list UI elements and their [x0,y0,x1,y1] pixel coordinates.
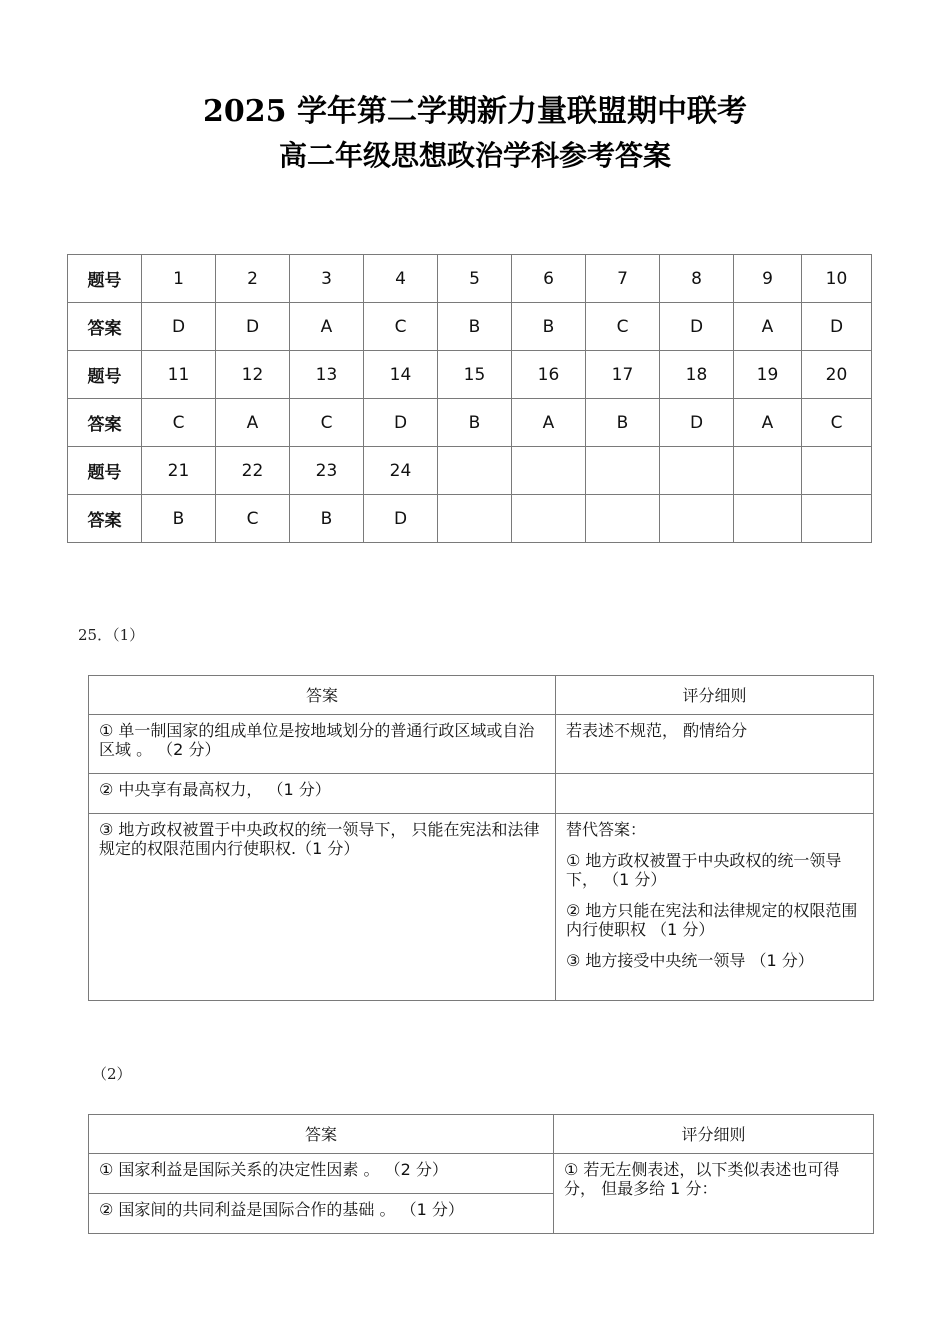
mc-cell [660,495,734,543]
mc-cell: 17 [586,351,660,399]
mc-cell: C [216,495,290,543]
mc-cell: 15 [438,351,512,399]
mc-cell: 4 [364,255,438,303]
question-25-part2-label: （2） [92,1065,132,1083]
mc-cell [586,495,660,543]
answer-cell: ② 国家间的共同利益是国际合作的基础 。 （1 分） [89,1194,554,1234]
answer-cell: ① 单一制国家的组成单位是按地域划分的普通行政区域或自治区域 。 （2 分） [89,715,556,774]
mc-row-label: 题号 [68,447,142,495]
mc-cell: 16 [512,351,586,399]
mc-cell: 21 [142,447,216,495]
rubric-cell [556,774,874,814]
mc-cell: C [586,303,660,351]
rubric-line: 若表述不规范， 酌情给分 [566,721,748,740]
mc-cell: 12 [216,351,290,399]
answer-column-header: 答案 [89,1115,554,1154]
question-25-part1-label: 25．（1） [78,626,145,644]
mc-cell: D [216,303,290,351]
answer-cell: ② 中央享有最高权力， （1 分） [89,774,556,814]
mc-cell: A [734,399,802,447]
mc-cell: A [216,399,290,447]
mc-row-label: 答案 [68,303,142,351]
question-25-part2-table [88,1114,874,1234]
answer-cell: ③ 地方政权被置于中央政权的统一领导下， 只能在宪法和法律规定的权限范围内行使职权.（1 分） [89,814,556,1001]
mc-cell [512,495,586,543]
mc-cell: D [364,495,438,543]
mc-table-row [68,351,872,399]
rubric-line: 替代答案： [566,820,647,839]
mc-cell: 5 [438,255,512,303]
mc-cell: 8 [660,255,734,303]
mc-cell [802,447,872,495]
exam-title [0,86,950,130]
mc-cell: A [290,303,364,351]
mc-cell: 14 [364,351,438,399]
mc-cell: C [802,399,872,447]
rubric-cell: ① 若无左侧表述，以下类似表述也可得分， 但最多给 1 分： [554,1154,874,1234]
mc-table-row [68,447,872,495]
mc-cell: D [660,399,734,447]
mc-table-row [68,303,872,351]
rubric-line: ① 地方政权被置于中央政权的统一领导下， （1 分） [566,851,842,889]
mc-cell: B [290,495,364,543]
mc-cell [512,447,586,495]
mc-cell: D [142,303,216,351]
mc-cell [660,447,734,495]
mc-table-row [68,399,872,447]
mc-row-label: 题号 [68,255,142,303]
mc-cell: 9 [734,255,802,303]
mc-cell: 13 [290,351,364,399]
mc-cell: D [802,303,872,351]
mc-cell: B [512,303,586,351]
mc-cell [438,495,512,543]
mc-cell [802,495,872,543]
mc-cell: 23 [290,447,364,495]
mc-table-row [68,255,872,303]
mc-cell: 3 [290,255,364,303]
mc-cell: A [734,303,802,351]
mc-cell: 20 [802,351,872,399]
mc-row-label: 题号 [68,351,142,399]
mc-cell [586,447,660,495]
mc-cell: 6 [512,255,586,303]
mc-cell [734,495,802,543]
mc-cell: B [438,399,512,447]
answer-cell: ① 国家利益是国际关系的决定性因素 。 （2 分） [89,1154,554,1194]
rubric-line: ② 地方只能在宪法和法律规定的权限范围内行使职权 （1 分） [566,901,858,939]
mc-cell: C [290,399,364,447]
mc-row-label: 答案 [68,495,142,543]
mc-cell: B [142,495,216,543]
mc-cell: D [364,399,438,447]
mc-cell: 7 [586,255,660,303]
mc-cell: B [586,399,660,447]
rubric-column-header: 评分细则 [554,1115,874,1154]
rubric-cell [556,715,874,774]
mc-cell [438,447,512,495]
mc-row-label: 答案 [68,399,142,447]
mc-cell: 24 [364,447,438,495]
mc-cell: 10 [802,255,872,303]
mc-table-row [68,495,872,543]
mc-cell: A [512,399,586,447]
mc-cell [734,447,802,495]
answer-column-header: 答案 [89,676,556,715]
mc-cell: 19 [734,351,802,399]
exam-subtitle: 高二年级思想政治学科参考答案 [278,139,671,172]
mc-cell: C [142,399,216,447]
mc-cell: C [364,303,438,351]
mc-cell: 22 [216,447,290,495]
mc-cell: D [660,303,734,351]
multiple-choice-answer-table [67,254,872,543]
mc-cell: 1 [142,255,216,303]
mc-cell: 2 [216,255,290,303]
rubric-line: ③ 地方接受中央统一领导 （1 分） [566,951,814,970]
question-25-part1-table [88,675,874,1001]
exam-title-year: 2025 [203,94,287,129]
mc-cell: 18 [660,351,734,399]
mc-cell: B [438,303,512,351]
rubric-column-header: 评分细则 [556,676,874,715]
mc-cell: 11 [142,351,216,399]
rubric-cell [556,814,874,1001]
exam-title-text: 学年第二学期新力量联盟期中联考 [286,94,747,129]
